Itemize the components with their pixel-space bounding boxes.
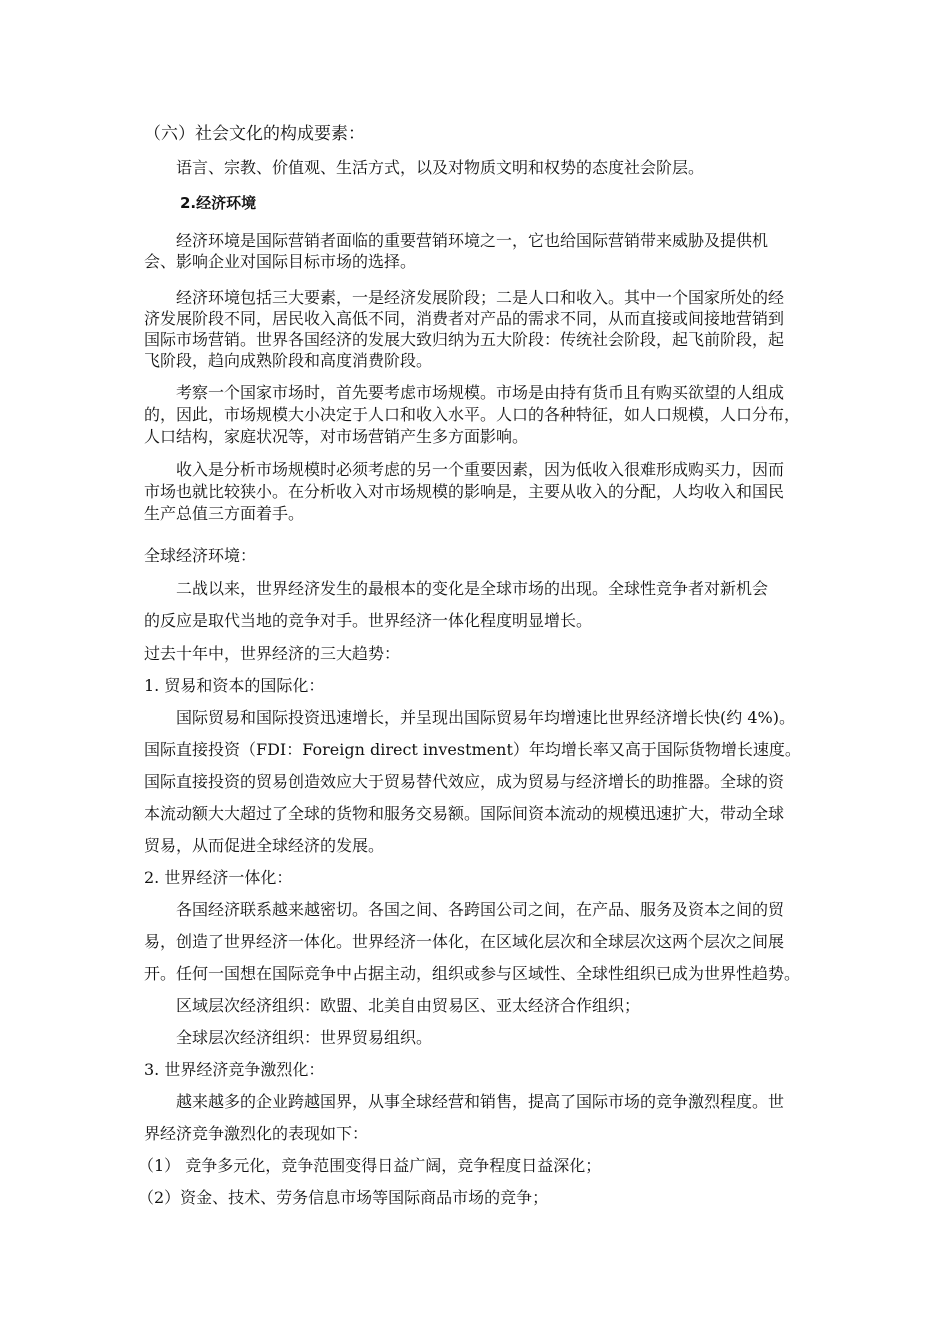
econ-p3-line-2: 的，因此，市场规模大小决定于人口和收入水平。人口的各种特征，如人口规模，人口分布， (144, 405, 801, 424)
trend-3-heading: 3. 世界经济竞争激烈化： (144, 1060, 325, 1079)
section-6-content: 语言、宗教、价值观、生活方式，以及对物质文明和权势的态度社会阶层。 (176, 158, 705, 177)
trend-1-line-4: 本流动额大大超过了全球的货物和服务交易额。国际间资本流动的规模迅速扩大，带动全球 (144, 804, 785, 823)
trend-2-line-2: 易，创造了世界经济一体化。世界经济一体化，在区域化层次和全球层次这两个层次之间展 (144, 932, 785, 951)
trend-1-heading: 1. 贸易和资本的国际化： (144, 676, 325, 695)
econ-p2-line-2: 济发展阶段不同，居民收入高低不同，消费者对产品的需求不同，从而直接或间接地营销到 (144, 309, 785, 328)
econ-p3-line-1: 考察一个国家市场时，首先要考虑市场规模。市场是由持有货币且有购买欲望的人组成 (176, 383, 785, 402)
global-intro-line-1: 二战以来，世界经济发生的最根本的变化是全球市场的出现。全球性竞争者对新机会 (176, 579, 769, 598)
trend-3-item-2: （2）资金、技术、劳务信息市场等国际商品市场的竞争； (138, 1188, 549, 1207)
econ-p3-line-3: 人口结构，家庭状况等，对市场营销产生多方面影响。 (144, 427, 529, 446)
econ-p4-line-3: 生产总值三方面着手。 (144, 504, 305, 523)
global-economy-heading: 全球经济环境： (144, 546, 257, 565)
econ-p2-line-1: 经济环境包括三大要素，一是经济发展阶段；二是人口和收入。其中一个国家所处的经 (176, 288, 785, 307)
trend-2-line-1: 各国经济联系越来越密切。各国之间、各跨国公司之间，在产品、服务及资本之间的贸 (176, 900, 785, 919)
trend-3-line-1: 越来越多的企业跨越国界，从事全球经营和销售，提高了国际市场的竞争激烈程度。世 (176, 1092, 785, 1111)
trend-3-line-2: 界经济竞争激烈化的表现如下： (144, 1124, 369, 1143)
trend-1-line-2: 国际直接投资（FDI：Foreign direct investment）年均增长率又高于国际货物增长速度。 (144, 740, 801, 759)
economic-environment-heading: 2.经济环境 (180, 194, 257, 212)
trend-1-line-3: 国际直接投资的贸易创造效应大于贸易替代效应，成为贸易与经济增长的助推器。全球的资 (144, 772, 785, 791)
econ-p4-line-1: 收入是分析市场规模时必须考虑的另一个重要因素，因为低收入很难形成购买力，因而 (176, 460, 785, 479)
global-intro-line-2: 的反应是取代当地的竞争对手。世界经济一体化程度明显增长。 (144, 611, 593, 630)
trend-1-line-5: 贸易，从而促进全球经济的发展。 (144, 836, 385, 855)
trend-2-regional-orgs: 区域层次经济组织：欧盟、北美自由贸易区、亚太经济合作组织； (176, 996, 641, 1015)
trend-2-line-3: 开。任何一国想在国际竞争中占据主动，组织或参与区域性、全球性组织已成为世界性趋势。 (144, 964, 801, 983)
trend-2-heading: 2. 世界经济一体化： (144, 868, 293, 887)
econ-p1-line-2: 会、影响企业对国际目标市场的选择。 (144, 252, 417, 271)
econ-p1-line-1: 经济环境是国际营销者面临的重要营销环境之一，它也给国际营销带来威胁及提供机 (176, 231, 769, 250)
econ-p2-line-4: 飞阶段，趋向成熟阶段和高度消费阶段。 (144, 351, 433, 370)
section-6-title: （六）社会文化的构成要素： (144, 124, 365, 144)
trends-heading: 过去十年中，世界经济的三大趋势： (144, 644, 401, 663)
trend-2-global-orgs: 全球层次经济组织：世界贸易组织。 (176, 1028, 433, 1047)
trend-1-line-1: 国际贸易和国际投资迅速增长，并呈现出国际贸易年均增速比世界经济增长快(约 4%)。 (176, 708, 795, 727)
trend-3-item-1: （1） 竞争多元化，竞争范围变得日益广阔，竞争程度日益深化； (138, 1156, 602, 1175)
econ-p4-line-2: 市场也就比较狭小。在分析收入对市场规模的影响是，主要从收入的分配，人均收入和国民 (144, 482, 785, 501)
econ-p2-line-3: 国际市场营销。世界各国经济的发展大致归纳为五大阶段：传统社会阶段，起飞前阶段，起 (144, 330, 785, 349)
